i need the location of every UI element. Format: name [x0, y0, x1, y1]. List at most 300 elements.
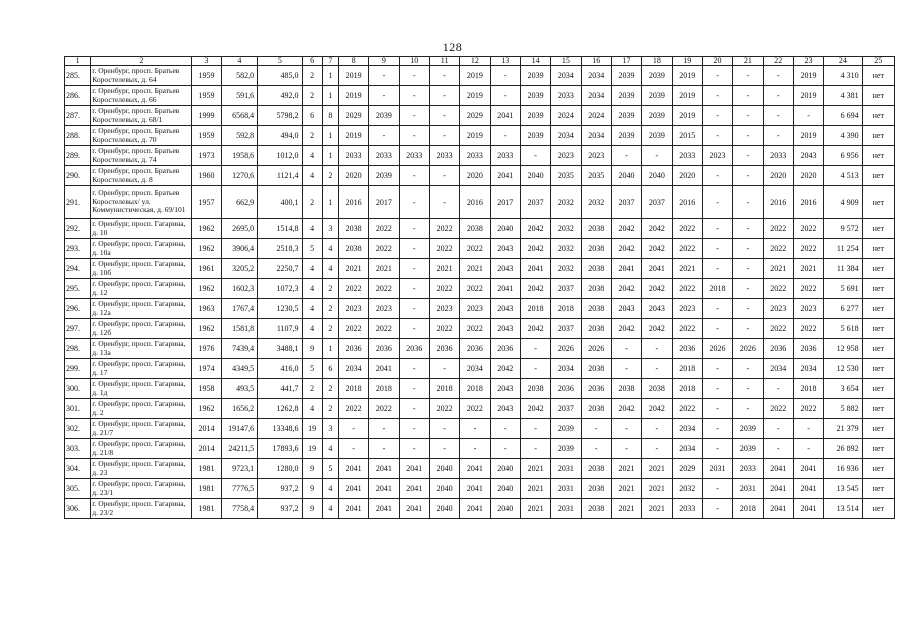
repair-year-cell: 2036	[763, 339, 793, 359]
repair-year-cell: 2041	[763, 499, 793, 519]
repair-year-cell: 2037	[520, 186, 550, 219]
status-cell: нет	[862, 146, 894, 166]
area-cell: 3488,1	[258, 339, 302, 359]
column-header-18: 18	[642, 57, 672, 66]
status-cell: нет	[862, 299, 894, 319]
repair-year-cell: 5	[322, 459, 338, 479]
repair-year-cell: 2033	[672, 499, 702, 519]
repair-year-cell: -	[611, 419, 641, 439]
repair-year-cell: 2039	[369, 166, 399, 186]
repair-year-cell: 1	[322, 66, 338, 86]
repair-year-cell: -	[763, 86, 793, 106]
repair-year-cell: 2041	[399, 479, 429, 499]
repair-year-cell: -	[733, 186, 763, 219]
column-header-23: 23	[793, 57, 823, 66]
year-built-cell: 1962	[192, 239, 221, 259]
area-cell: 24211,5	[221, 439, 257, 459]
repair-year-cell: -	[702, 106, 732, 126]
repair-year-cell: 2	[322, 379, 338, 399]
repair-year-cell: 2022	[672, 399, 702, 419]
repair-year-cell: -	[369, 66, 399, 86]
repair-year-cell: -	[702, 66, 732, 86]
repair-year-cell: -	[702, 379, 732, 399]
repair-year-cell: 1	[322, 186, 338, 219]
area-cell: 485,0	[258, 66, 302, 86]
table-row	[65, 419, 895, 439]
repair-year-cell: -	[490, 419, 520, 439]
repair-year-cell: 2021	[642, 479, 672, 499]
area-cell: 13348,6	[258, 419, 302, 439]
repair-year-cell: 2040	[642, 166, 672, 186]
repair-year-cell: 2041	[399, 459, 429, 479]
repair-year-cell: -	[429, 66, 459, 86]
column-header-12: 12	[460, 57, 490, 66]
repair-year-cell: 8	[322, 106, 338, 126]
repair-year-cell: 2022	[369, 399, 399, 419]
repair-year-cell: -	[399, 86, 429, 106]
repair-year-cell: 2031	[551, 499, 581, 519]
total-cell: 13 514	[824, 499, 862, 519]
repair-year-cell: 2018	[460, 379, 490, 399]
repair-year-cell: 2021	[793, 259, 823, 279]
repair-year-cell: 2022	[793, 399, 823, 419]
repair-year-cell: 2019	[672, 106, 702, 126]
repair-year-cell: 2040	[520, 166, 550, 186]
total-cell: 4 909	[824, 186, 862, 219]
repair-year-cell: 2021	[763, 259, 793, 279]
repair-year-cell: 2026	[733, 339, 763, 359]
total-cell: 12 530	[824, 359, 862, 379]
repair-year-cell: 2038	[581, 359, 611, 379]
total-cell: 6 694	[824, 106, 862, 126]
repair-year-cell: 2022	[369, 219, 399, 239]
repair-year-cell: 2029	[460, 106, 490, 126]
repair-year-cell: 2022	[338, 399, 368, 419]
repair-year-cell: 2041	[369, 459, 399, 479]
repair-year-cell: -	[611, 439, 641, 459]
repair-year-cell: 2041	[369, 359, 399, 379]
total-cell: 4 310	[824, 66, 862, 86]
repair-year-cell: 2034	[551, 66, 581, 86]
repair-year-cell: 2036	[338, 339, 368, 359]
repair-year-cell: 2032	[672, 479, 702, 499]
repair-year-cell: 4	[322, 239, 338, 259]
repair-year-cell: 2042	[611, 239, 641, 259]
repair-year-cell: 1	[322, 126, 338, 146]
year-built-cell: 1962	[192, 279, 221, 299]
repair-year-cell: 2042	[642, 279, 672, 299]
repair-year-cell: -	[520, 146, 550, 166]
repair-year-cell: 2020	[793, 166, 823, 186]
repair-year-cell: 2041	[763, 459, 793, 479]
repair-year-cell: 2039	[611, 126, 641, 146]
repair-year-cell: -	[733, 259, 763, 279]
status-cell: нет	[862, 259, 894, 279]
repair-year-cell: 2038	[611, 379, 641, 399]
table-row	[65, 166, 895, 186]
repair-year-cell: 2040	[429, 459, 459, 479]
repair-year-cell: 4	[322, 439, 338, 459]
repair-year-cell: 2038	[581, 279, 611, 299]
repair-year-cell: 2042	[642, 399, 672, 419]
repair-year-cell: 2022	[763, 319, 793, 339]
repair-year-cell: 2022	[793, 319, 823, 339]
repair-year-cell: -	[399, 106, 429, 126]
repair-year-cell: 2022	[793, 279, 823, 299]
repair-year-cell: 2019	[672, 86, 702, 106]
repair-year-cell: -	[399, 319, 429, 339]
area-cell: 1270,6	[221, 166, 257, 186]
repair-year-cell: 2042	[611, 319, 641, 339]
repair-year-cell: 2018	[338, 379, 368, 399]
repair-year-cell: 2041	[793, 499, 823, 519]
repair-year-cell: -	[520, 439, 550, 459]
total-cell: 4 513	[824, 166, 862, 186]
row-number-cell: 291.	[65, 186, 91, 219]
area-cell: 416,0	[258, 359, 302, 379]
area-cell: 1280,0	[258, 459, 302, 479]
repair-year-cell: 2041	[793, 459, 823, 479]
table-row	[65, 339, 895, 359]
repair-year-cell: 2042	[611, 279, 641, 299]
area-cell: 4349,5	[221, 359, 257, 379]
repair-year-cell: -	[399, 359, 429, 379]
repair-year-cell: 2019	[338, 66, 368, 86]
repair-year-cell: 2040	[429, 499, 459, 519]
repair-year-cell: 2041	[611, 259, 641, 279]
repair-year-cell: -	[733, 86, 763, 106]
repair-year-cell: 2042	[642, 219, 672, 239]
repair-year-cell: 2	[322, 166, 338, 186]
repair-year-cell: 2031	[551, 479, 581, 499]
repair-year-cell: 2040	[490, 219, 520, 239]
repair-year-cell: -	[429, 106, 459, 126]
repair-year-cell: 2041	[793, 479, 823, 499]
repair-year-cell: 2023	[460, 299, 490, 319]
repair-year-cell: 2018	[702, 279, 732, 299]
repair-year-cell: -	[520, 359, 550, 379]
repair-year-cell: 2	[302, 379, 322, 399]
repair-year-cell: 2038	[338, 219, 368, 239]
repair-year-cell: 2032	[551, 219, 581, 239]
repair-year-cell: 2022	[672, 219, 702, 239]
repair-year-cell: 2022	[763, 399, 793, 419]
repair-year-cell: 2026	[551, 339, 581, 359]
repair-year-cell: 2039	[611, 106, 641, 126]
column-number-header-row	[65, 57, 895, 66]
year-built-cell: 1981	[192, 499, 221, 519]
table-row	[65, 319, 895, 339]
repair-year-cell: -	[399, 279, 429, 299]
repair-year-cell: 2043	[490, 319, 520, 339]
total-cell: 4 381	[824, 86, 862, 106]
repair-year-cell: -	[702, 359, 732, 379]
column-header-7: 7	[322, 57, 338, 66]
repair-year-cell: -	[338, 419, 368, 439]
repair-year-cell: 2037	[611, 186, 641, 219]
row-number-cell: 295.	[65, 279, 91, 299]
repair-year-cell: 2034	[763, 359, 793, 379]
repair-year-cell: -	[793, 439, 823, 459]
repair-year-cell: -	[702, 499, 732, 519]
repair-year-cell: -	[733, 239, 763, 259]
address-cell: г. Оренбург, просп. Братьев Коростелевых, д. 66	[91, 86, 192, 106]
repair-year-cell: 2031	[551, 459, 581, 479]
repair-year-cell: 2043	[490, 259, 520, 279]
repair-year-cell: 2042	[520, 279, 550, 299]
repair-year-cell: -	[793, 106, 823, 126]
repair-year-cell: 2034	[581, 86, 611, 106]
status-cell: нет	[862, 359, 894, 379]
address-cell: г. Оренбург, просп. Гагарина, д. 10б	[91, 259, 192, 279]
repair-year-cell: 2042	[520, 399, 550, 419]
status-cell: нет	[862, 239, 894, 259]
address-cell: г. Оренбург, просп. Гагарина, д. 13а	[91, 339, 192, 359]
total-cell: 9 572	[824, 219, 862, 239]
status-cell: нет	[862, 126, 894, 146]
repair-year-cell: 2036	[551, 379, 581, 399]
repair-year-cell: -	[763, 419, 793, 439]
repair-year-cell: 6	[322, 359, 338, 379]
repair-year-cell: 4	[302, 219, 322, 239]
column-header-17: 17	[611, 57, 641, 66]
repair-year-cell: 2022	[763, 239, 793, 259]
repair-year-cell: 2023	[581, 146, 611, 166]
repair-year-cell: -	[369, 439, 399, 459]
repair-year-cell: 2021	[460, 259, 490, 279]
repair-year-cell: -	[399, 239, 429, 259]
repair-year-cell: 2038	[581, 259, 611, 279]
repair-year-cell: 2	[322, 299, 338, 319]
repair-year-cell: 2018	[520, 299, 550, 319]
repair-year-cell: 2016	[793, 186, 823, 219]
repair-year-cell: 2043	[490, 239, 520, 259]
column-header-24: 24	[824, 57, 862, 66]
address-cell: г. Оренбург, просп. Братьев Коростелевых, д. 74	[91, 146, 192, 166]
repair-year-cell: 2039	[733, 439, 763, 459]
column-header-13: 13	[490, 57, 520, 66]
repair-year-cell: 2032	[581, 186, 611, 219]
area-cell: 5798,2	[258, 106, 302, 126]
table-row	[65, 66, 895, 86]
table-row	[65, 279, 895, 299]
repair-year-cell: 2019	[338, 126, 368, 146]
repair-year-cell: 2039	[369, 106, 399, 126]
area-cell: 7776,5	[221, 479, 257, 499]
repair-year-cell: 2022	[763, 279, 793, 299]
repair-year-cell: 2023	[338, 299, 368, 319]
repair-year-cell: 2041	[763, 479, 793, 499]
repair-year-cell: 2033	[338, 146, 368, 166]
area-cell: 592,8	[221, 126, 257, 146]
area-cell: 3906,4	[221, 239, 257, 259]
area-cell: 6568,4	[221, 106, 257, 126]
address-cell: г. Оренбург, просп. Братьев Коростелевых, д. 64	[91, 66, 192, 86]
column-header-25: 25	[862, 57, 894, 66]
repair-year-cell: -	[399, 299, 429, 319]
row-number-cell: 298.	[65, 339, 91, 359]
status-cell: нет	[862, 66, 894, 86]
repair-year-cell: -	[399, 166, 429, 186]
repair-year-cell: 2042	[520, 319, 550, 339]
repair-year-cell: 2041	[338, 499, 368, 519]
address-cell: г. Оренбург, просп. Гагарина, д. 10	[91, 219, 192, 239]
repair-year-cell: 4	[322, 259, 338, 279]
repair-year-cell: -	[399, 66, 429, 86]
repair-year-cell: -	[642, 359, 672, 379]
repair-year-cell: 2040	[490, 459, 520, 479]
repair-year-cell: 2033	[429, 146, 459, 166]
repair-year-cell: 2021	[520, 459, 550, 479]
repair-year-cell: 1	[322, 86, 338, 106]
repair-year-cell: 2017	[369, 186, 399, 219]
area-cell: 2695,0	[221, 219, 257, 239]
column-header-20: 20	[702, 57, 732, 66]
repair-year-cell: 2042	[520, 219, 550, 239]
repair-year-cell: -	[733, 279, 763, 299]
repair-year-cell: 2038	[581, 399, 611, 419]
address-cell: г. Оренбург, просп. Гагарина, д. 12	[91, 279, 192, 299]
repair-year-cell: 2038	[642, 379, 672, 399]
repair-year-cell: -	[763, 379, 793, 399]
repair-year-cell: -	[520, 339, 550, 359]
row-number-cell: 286.	[65, 86, 91, 106]
repair-year-cell: 2023	[429, 299, 459, 319]
repair-year-cell: 2040	[490, 479, 520, 499]
repair-year-cell: 2021	[611, 459, 641, 479]
repair-year-cell: -	[429, 186, 459, 219]
repair-year-cell: -	[490, 86, 520, 106]
repair-year-cell: 2038	[581, 459, 611, 479]
row-number-cell: 300.	[65, 379, 91, 399]
repair-year-cell: -	[702, 419, 732, 439]
total-cell: 21 379	[824, 419, 862, 439]
total-cell: 5 691	[824, 279, 862, 299]
repair-year-cell: 2023	[551, 146, 581, 166]
year-built-cell: 1957	[192, 186, 221, 219]
repair-year-cell: -	[611, 359, 641, 379]
repair-year-cell: -	[733, 379, 763, 399]
total-cell: 5 882	[824, 399, 862, 419]
table-row	[65, 86, 895, 106]
repair-year-cell: -	[642, 419, 672, 439]
table-row	[65, 219, 895, 239]
repair-year-cell: -	[642, 339, 672, 359]
repair-year-cell: 2022	[460, 279, 490, 299]
repair-year-cell: 2041	[338, 459, 368, 479]
repair-year-cell: 2018	[551, 299, 581, 319]
row-number-cell: 303.	[65, 439, 91, 459]
area-cell: 494,0	[258, 126, 302, 146]
repair-year-cell: 3	[322, 219, 338, 239]
area-cell: 3205,2	[221, 259, 257, 279]
row-number-cell: 306.	[65, 499, 91, 519]
year-built-cell: 2014	[192, 439, 221, 459]
area-cell: 1012,0	[258, 146, 302, 166]
repair-year-cell: 2036	[490, 339, 520, 359]
repair-year-cell: 2033	[763, 146, 793, 166]
address-cell: г. Оренбург, просп. Гагарина, д. 21/8	[91, 439, 192, 459]
repair-year-cell: 2021	[642, 459, 672, 479]
year-built-cell: 1961	[192, 259, 221, 279]
repair-year-cell: 2032	[551, 239, 581, 259]
repair-year-cell: -	[702, 319, 732, 339]
repair-year-cell: -	[702, 239, 732, 259]
repair-year-cell: 2020	[763, 166, 793, 186]
repair-year-cell: -	[611, 339, 641, 359]
repair-year-cell: 2042	[611, 399, 641, 419]
repair-year-cell: 2022	[429, 319, 459, 339]
repair-year-cell: -	[733, 399, 763, 419]
address-cell: г. Оренбург, просп. Гагарина, д. 23/1	[91, 479, 192, 499]
repair-year-cell: 2036	[672, 339, 702, 359]
total-cell: 13 545	[824, 479, 862, 499]
repair-year-cell: 2039	[642, 86, 672, 106]
row-number-cell: 293.	[65, 239, 91, 259]
repair-year-cell: -	[399, 219, 429, 239]
repair-year-cell: -	[520, 419, 550, 439]
column-header-19: 19	[672, 57, 702, 66]
repair-year-cell: 2042	[642, 319, 672, 339]
repair-year-cell: 2037	[642, 186, 672, 219]
address-cell: г. Оренбург, просп. Братьев Коростелевых, д. 70	[91, 126, 192, 146]
address-cell: г. Оренбург, просп. Гагарина, д. 23	[91, 459, 192, 479]
repair-year-cell: 2033	[460, 146, 490, 166]
repair-year-cell: 2038	[581, 479, 611, 499]
repair-year-cell: -	[460, 439, 490, 459]
row-number-cell: 305.	[65, 479, 91, 499]
repair-year-cell: 2023	[672, 299, 702, 319]
repair-year-cell: 2022	[460, 239, 490, 259]
repair-year-cell: 2020	[460, 166, 490, 186]
repair-year-cell: 19	[302, 419, 322, 439]
repair-year-cell: 2039	[642, 126, 672, 146]
table-row	[65, 379, 895, 399]
repair-year-cell: 2038	[581, 299, 611, 319]
repair-year-cell: 4	[302, 259, 322, 279]
page-number: 128	[442, 40, 463, 54]
repair-year-cell: 9	[302, 479, 322, 499]
repair-year-cell: 2041	[460, 479, 490, 499]
area-cell: 937,2	[258, 499, 302, 519]
area-cell: 1072,3	[258, 279, 302, 299]
repair-year-cell: -	[490, 439, 520, 459]
repair-year-cell: 2022	[429, 279, 459, 299]
status-cell: нет	[862, 339, 894, 359]
repair-year-cell: 2034	[672, 439, 702, 459]
repair-year-cell: 2035	[581, 166, 611, 186]
repair-year-cell: 2016	[338, 186, 368, 219]
column-header-1: 1	[65, 57, 91, 66]
repair-year-cell: 2039	[611, 86, 641, 106]
repair-year-cell: 2036	[369, 339, 399, 359]
repair-year-cell: 2041	[369, 479, 399, 499]
column-header-5: 5	[258, 57, 302, 66]
repair-year-cell: 2022	[672, 319, 702, 339]
repair-year-cell: 2022	[793, 239, 823, 259]
repair-year-cell: 2038	[460, 219, 490, 239]
repair-year-cell: 4	[322, 479, 338, 499]
address-cell: г. Оренбург, просп. Гагарина, д. 1д	[91, 379, 192, 399]
status-cell: нет	[862, 419, 894, 439]
repair-year-cell: 2041	[369, 499, 399, 519]
repair-year-cell: 2043	[793, 146, 823, 166]
repair-year-cell: 2042	[642, 239, 672, 259]
repair-year-cell: 2022	[338, 319, 368, 339]
repair-year-cell: 2018	[672, 359, 702, 379]
repair-year-cell: 2018	[369, 379, 399, 399]
repair-year-cell: -	[490, 126, 520, 146]
